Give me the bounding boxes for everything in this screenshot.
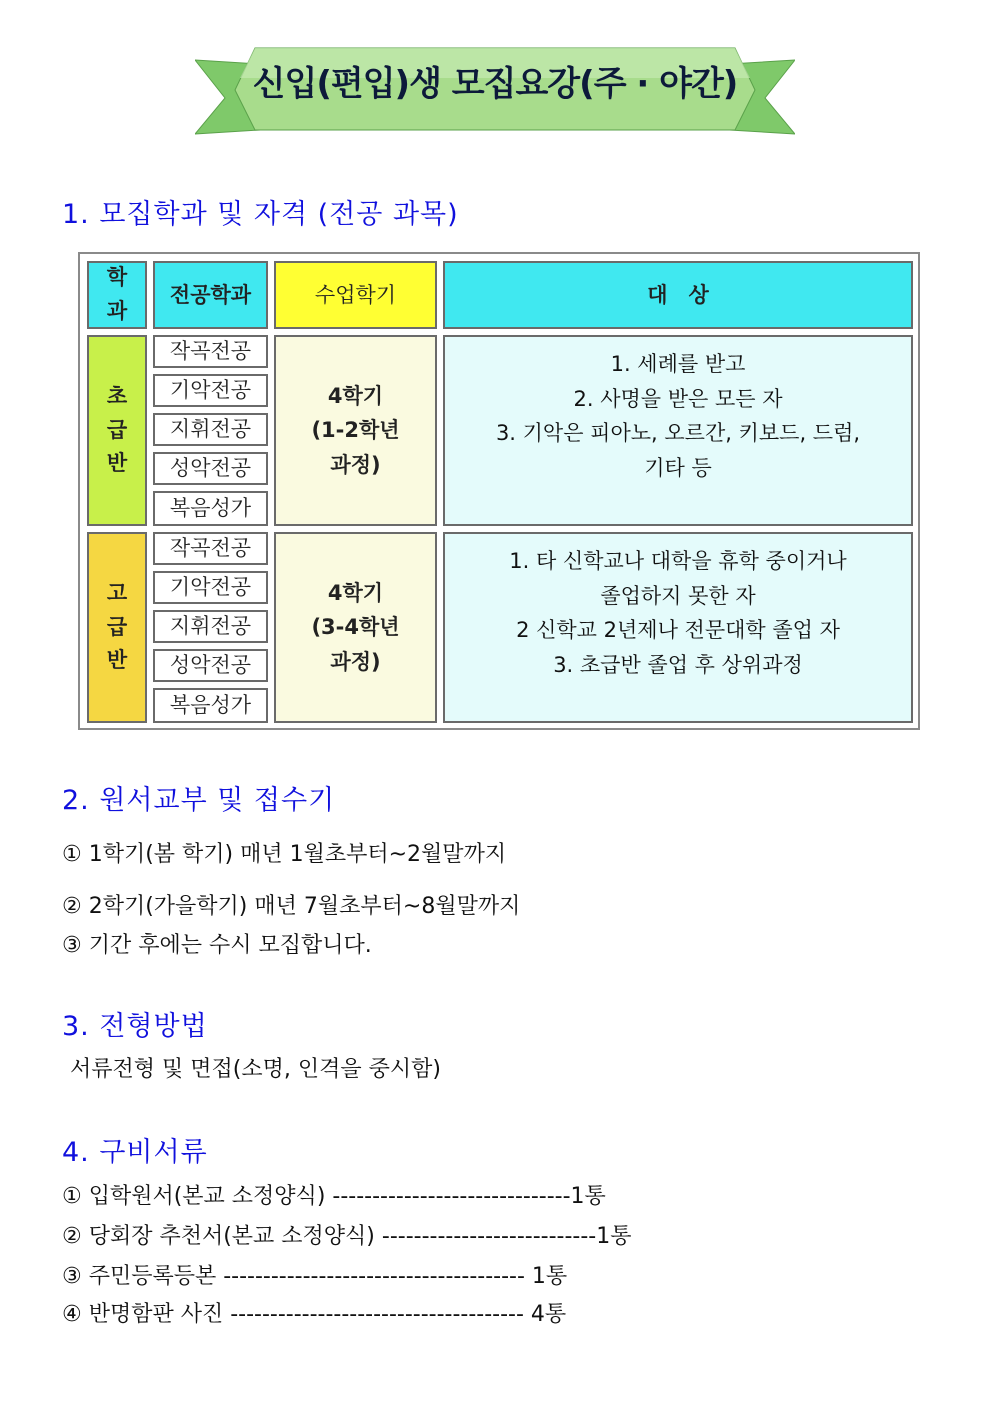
header-target: 대 상 — [443, 261, 913, 329]
target-line: 2. 사명을 받은 모든 자 — [573, 386, 783, 411]
header-dept-char: 과 — [106, 299, 128, 323]
major-cell: 기악전공 — [153, 374, 268, 407]
schedule-item: ① 1학기(봄 학기) 매년 1월초부터~2월말까지 — [62, 842, 507, 867]
major-cell: 작곡전공 — [153, 335, 268, 368]
target-line: 3. 기악은 피아노, 오르간, 키보드, 드럼, — [495, 421, 861, 446]
schedule-item: ② 2학기(가을학기) 매년 7월초부터~8월말까지 — [62, 894, 521, 919]
semester-line: 4학기 — [327, 580, 384, 605]
major-cell: 복음성가 — [153, 491, 268, 526]
level-char: 초 — [106, 384, 128, 409]
semester-line: (3-4학년 — [311, 615, 400, 640]
document-item: ① 입학원서(본교 소정양식) ------------------------------1통 — [62, 1184, 606, 1209]
target-line: 1. 세례를 받고 — [610, 352, 746, 376]
semester-cell — [274, 532, 437, 723]
header-major: 전공학과 — [153, 261, 268, 329]
target-cell — [443, 532, 913, 723]
major-cell: 기악전공 — [153, 571, 268, 604]
target-line: 졸업하지 못한 자 — [600, 583, 756, 608]
document-item: ③ 주민등록등본 -------------------------------------- 1통 — [62, 1264, 568, 1289]
major-cell: 복음성가 — [153, 688, 268, 723]
level-char: 반 — [106, 451, 128, 476]
section3-heading: 3. 전형방법 — [62, 1011, 208, 1042]
level-char: 급 — [106, 417, 128, 442]
semester-line: (1-2학년 — [311, 418, 400, 443]
document-item: ④ 반명함판 사진 ------------------------------------- 4통 — [62, 1302, 567, 1327]
selection-method: 서류전형 및 면접(소명, 인격을 중시함) — [70, 1057, 441, 1082]
major-cell: 성악전공 — [153, 452, 268, 485]
major-cell: 지휘전공 — [153, 610, 268, 643]
level-char: 반 — [106, 648, 128, 673]
target-line: 1. 타 신학교나 대학을 휴학 중이거나 — [509, 549, 847, 573]
level-advanced — [87, 532, 147, 723]
target-line: 기타 등 — [644, 455, 712, 480]
target-line: 2 신학교 2년제나 전문대학 졸업 자 — [516, 618, 840, 643]
level-char: 급 — [106, 614, 128, 639]
admission-table — [78, 252, 920, 730]
target-cell — [443, 335, 913, 526]
major-cell: 작곡전공 — [153, 532, 268, 565]
semester-line: 과정) — [330, 649, 381, 674]
semester-cell — [274, 335, 437, 526]
section1-heading: 1. 모집학과 및 자격 (전공 과목) — [62, 199, 459, 230]
semester-line: 과정) — [330, 452, 381, 477]
banner-title: 신입(편입)생 모집요강(주 · 야간) — [252, 63, 738, 104]
target-line: 3. 초급반 졸업 후 상위과정 — [553, 652, 803, 677]
major-cell: 성악전공 — [153, 649, 268, 682]
semester-line: 4학기 — [327, 383, 384, 408]
section2-heading: 2. 원서교부 및 접수기 — [62, 785, 336, 816]
major-cell: 지휘전공 — [153, 413, 268, 446]
level-char: 고 — [106, 581, 128, 606]
document-item: ② 당회장 추천서(본교 소정양식) ---------------------------1통 — [62, 1224, 632, 1249]
schedule-item: ③ 기간 후에는 수시 모집합니다. — [62, 933, 372, 958]
level-beginner — [87, 335, 147, 526]
header-dept-char: 학 — [106, 265, 128, 290]
header-dept — [87, 261, 147, 329]
section4-heading: 4. 구비서류 — [62, 1137, 208, 1168]
header-semester: 수업학기 — [274, 261, 437, 329]
